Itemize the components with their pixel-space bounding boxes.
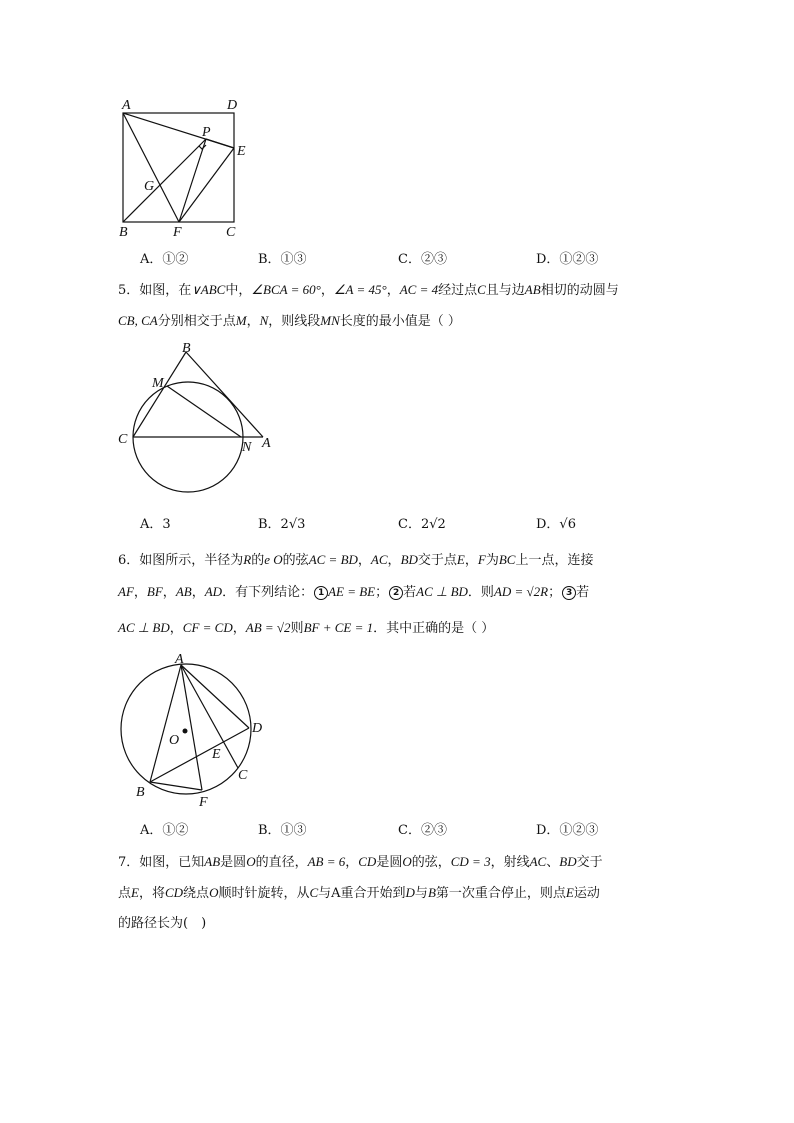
label-e: E bbox=[212, 747, 221, 762]
label-n: N bbox=[242, 440, 252, 455]
label-o: O bbox=[169, 733, 180, 748]
q5-line-2: CB, CA分别相交于点M，N，则线段MN长度的最小值是（ ） bbox=[118, 313, 461, 329]
label-e: E bbox=[237, 144, 246, 159]
label-g: G bbox=[144, 179, 155, 194]
segment-bp bbox=[123, 139, 206, 222]
label-c: C bbox=[226, 225, 236, 240]
figure-circle-chords bbox=[110, 648, 280, 818]
q7-line-1: 7．如图，已知AB是圆O的直径，AB = 6，CD是圆O的弦，CD = 3，射线AC、BD交于 bbox=[118, 854, 603, 870]
q5-option-a[interactable]: A．3 bbox=[140, 517, 171, 532]
label-a: A bbox=[175, 652, 184, 667]
label-c: C bbox=[238, 768, 248, 783]
label-p: P bbox=[202, 125, 211, 140]
q6-option-a[interactable]: A．①② bbox=[140, 823, 189, 838]
q5-option-c[interactable]: C．2√2 bbox=[398, 517, 446, 532]
segment-ad bbox=[181, 665, 249, 728]
q6-line-3: AC ⊥ BD，CF = CD，AB = √2则BF + CE = 1．其中正确的是（ ） bbox=[118, 620, 495, 636]
segment-mn bbox=[167, 386, 241, 437]
segment-fe bbox=[179, 148, 234, 222]
segment-ba bbox=[186, 352, 263, 437]
q4-options bbox=[140, 248, 660, 268]
segment-af bbox=[123, 113, 179, 222]
q6-options bbox=[140, 819, 660, 839]
q5-line-1: 5．如图，在∨ABC中，∠BCA = 60°，∠A = 45°，AC = 4经过点C且与边AB相切的动圆与 bbox=[118, 282, 619, 298]
segment-pe bbox=[206, 139, 234, 148]
q6-option-d[interactable]: D．①②③ bbox=[536, 823, 599, 838]
circled-one-icon: 1 bbox=[314, 586, 328, 600]
q4-option-c[interactable]: C．②③ bbox=[398, 252, 447, 267]
q7-line-3: 的路径长为( ) bbox=[118, 916, 207, 931]
q6-line-1: 6．如图所示，半径为R的e O的弦AC = BD，AC，BD交于点E，F为BC上一点，连接 bbox=[118, 552, 594, 568]
segment-cb bbox=[133, 352, 186, 437]
q7-line-2: 点E，将CD绕点O顺时针旋转，从C与A重合开始到D与B第一次重合停止，则点E运动 bbox=[118, 885, 600, 901]
label-b: B bbox=[182, 341, 191, 356]
figure-triangle-circle bbox=[110, 335, 280, 505]
label-d: D bbox=[252, 721, 263, 736]
q4-option-b[interactable]: B．①③ bbox=[258, 252, 307, 267]
label-b: B bbox=[119, 225, 128, 240]
center-point bbox=[183, 729, 188, 734]
q6-option-b[interactable]: B．①③ bbox=[258, 823, 307, 838]
label-d: D bbox=[227, 98, 238, 113]
q4-option-d[interactable]: D．①②③ bbox=[536, 252, 599, 267]
label-f: F bbox=[173, 225, 182, 240]
figure-square-abcd bbox=[110, 92, 270, 242]
segment-fp bbox=[179, 139, 206, 222]
segment-ab bbox=[150, 665, 181, 782]
q5-option-d[interactable]: D．√6 bbox=[536, 517, 576, 532]
segment-bf bbox=[150, 782, 202, 790]
label-a: A bbox=[262, 436, 271, 451]
circled-two-icon: 2 bbox=[389, 586, 403, 600]
label-b: B bbox=[136, 785, 145, 800]
label-a: A bbox=[122, 98, 131, 113]
q6-line-2: AF，BF，AB，AD．有下列结论： 1 AE = BE； 2 若AC ⊥ BD．则AD = √2R； 3 若 bbox=[118, 584, 590, 600]
q5-option-b[interactable]: B．2√3 bbox=[258, 517, 306, 532]
q5-options bbox=[140, 513, 660, 533]
label-m: M bbox=[152, 376, 164, 391]
q4-option-a[interactable]: A．①② bbox=[140, 252, 189, 267]
label-c: C bbox=[118, 432, 128, 447]
label-f: F bbox=[199, 795, 208, 810]
circled-three-icon: 3 bbox=[562, 586, 576, 600]
q6-option-c[interactable]: C．②③ bbox=[398, 823, 447, 838]
